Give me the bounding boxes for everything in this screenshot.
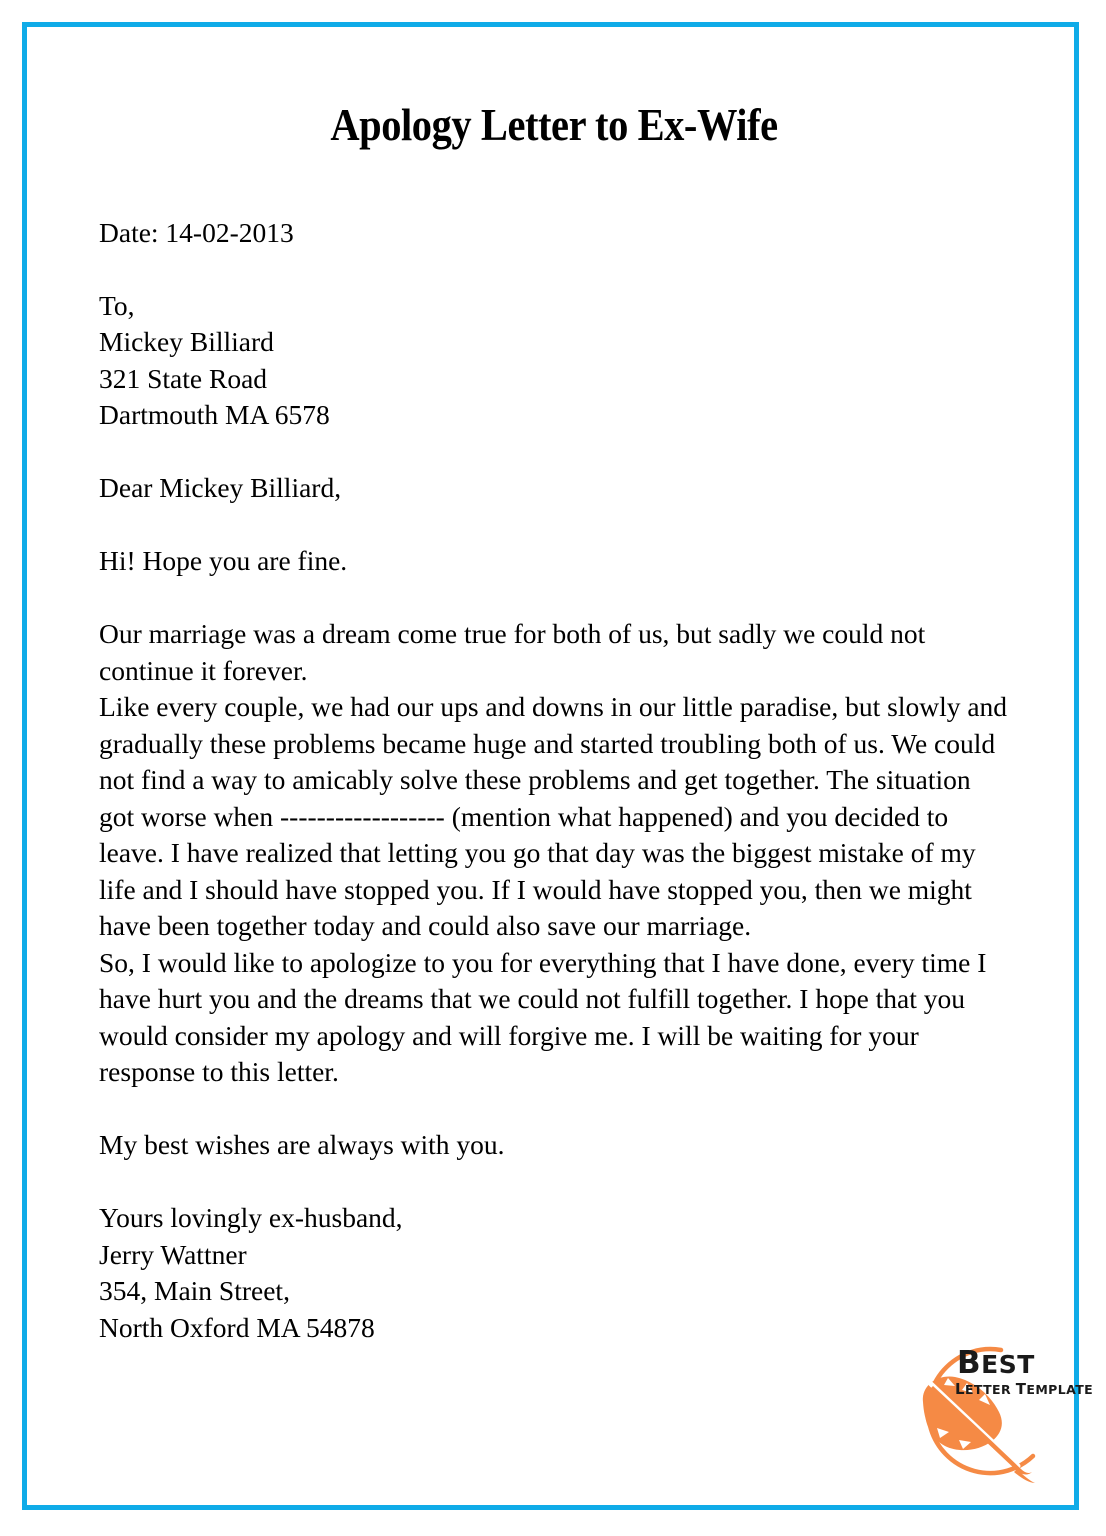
logo-tagline-l: L — [955, 1380, 965, 1398]
signature-name: Jerry Wattner — [99, 1238, 247, 1270]
spacer — [99, 434, 1009, 471]
recipient-city-state-zip: Dartmouth MA 6578 — [99, 399, 330, 431]
recipient-name: Mickey Billiard — [99, 326, 274, 358]
greeting-line: Dear Mickey Billiard, — [99, 472, 342, 504]
body-paragraph-2: Like every couple, we had our ups and downs in our little paradise, but slowly and gradually these problems became huge and started troubling both of us. We could not find a way to amicably solve these problems and get together. The situation got worse when ------------------ (mention what happened) and you decided to leave. I have realized that letting you go that day was the biggest mistake of my life and I should have stopped you. If I would have stopped you, then we might have been together today and could also save our marriage. — [99, 691, 1008, 942]
spacer — [99, 1091, 1009, 1128]
best-wishes-line: My best wishes are always with you. — [99, 1129, 505, 1161]
signature-block — [99, 1200, 1009, 1346]
opening-line: Hi! Hope you are fine. — [99, 545, 348, 577]
body-paragraph-1: Our marriage was a dream come true for both of us, but sadly we could not continue it forever. — [99, 618, 926, 686]
logo-tagline-emplate: EMPLATE — [1026, 1382, 1094, 1397]
spacer — [99, 251, 1009, 288]
letter-content — [99, 100, 1009, 1346]
signature-street: 354, Main Street, — [99, 1275, 290, 1307]
recipient-to-label: To, — [99, 289, 135, 321]
logo-tagline-t: T — [1015, 1380, 1027, 1398]
spacer — [99, 507, 1009, 544]
body-paragraph-3: So, I would like to apologize to you for everything that I have done, every time I have hurt you and the dreams that we could not fulfill together. I hope that you would consider my apology and will forgive me. I will be waiting for your response to this letter. — [99, 946, 987, 1088]
spacer — [99, 580, 1009, 617]
logo-brand-name — [957, 1345, 1035, 1381]
page-title: Apology Letter to Ex-Wife — [330, 99, 778, 150]
logo-tagline — [955, 1380, 1093, 1398]
logo-brand-rest: EST — [981, 1350, 1035, 1379]
signature-closing: Yours lovingly ex-husband, — [99, 1202, 403, 1234]
brand-logo — [893, 1336, 1094, 1501]
logo-tagline-etter: ETTER — [964, 1382, 1016, 1397]
recipient-street: 321 State Road — [99, 362, 268, 394]
spacer — [99, 1164, 1009, 1201]
signature-city-state-zip: North Oxford MA 54878 — [99, 1311, 375, 1343]
date-line: Date: 14-02-2013 — [99, 216, 294, 248]
recipient-address-block — [99, 288, 1009, 434]
logo-brand-initial: B — [957, 1345, 982, 1381]
title-spacer — [99, 151, 1009, 215]
